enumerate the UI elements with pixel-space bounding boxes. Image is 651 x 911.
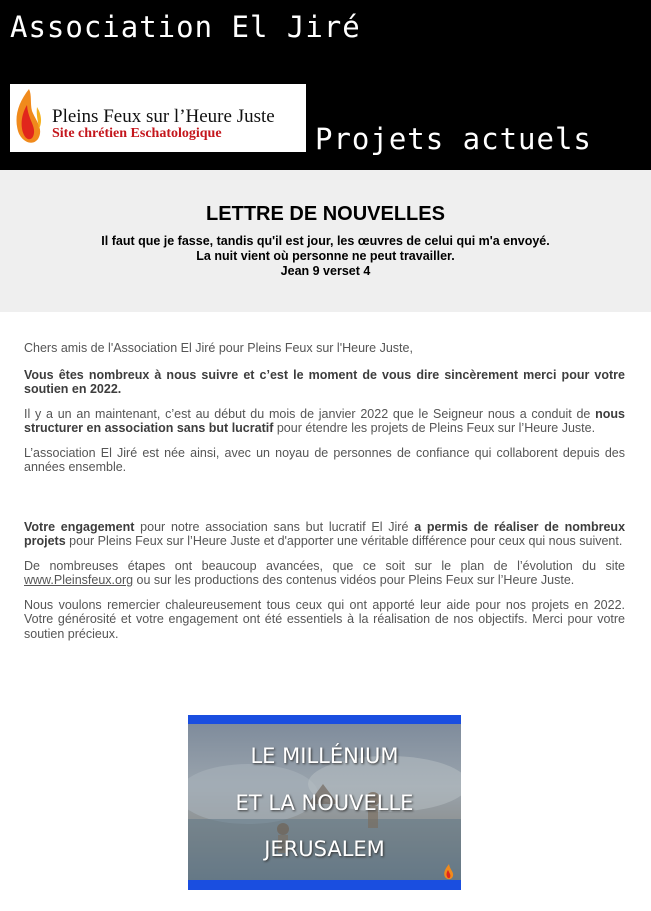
logo-sub-text: Site chrétien Eschatologique bbox=[52, 126, 222, 141]
emphasis: nous structurer en association sans but lucratif bbox=[24, 406, 625, 435]
video-title-line-1: LE MILLÉNIUM bbox=[250, 744, 399, 768]
logo-main-text: Pleins Feux sur l’Heure Juste bbox=[52, 106, 275, 127]
emphasis: a permis de réaliser de nombreux projets bbox=[24, 519, 626, 548]
paragraph-engagement bbox=[24, 520, 625, 549]
greeting: Chers amis de l'Association El Jiré pour Pleins Feux sur l'Heure Juste, bbox=[24, 341, 413, 355]
verse-reference: Jean 9 verset 4 bbox=[280, 264, 371, 278]
video-title-line-3: JERUSALEM bbox=[264, 837, 385, 861]
text: Il y a un an maintenant, c’est au début du mois de janvier 2022 que le Seigneur nous a conduit de bbox=[24, 406, 596, 421]
site-link[interactable]: www.Pleinsfeux.org bbox=[24, 573, 134, 587]
verse-line-1: Il faut que je fasse, tandis qu'il est jour, les œuvres de celui qui m'a envoyé. bbox=[101, 234, 550, 248]
site-title: Association El Jiré bbox=[10, 10, 361, 44]
text: pour notre association sans but lucratif El Jiré bbox=[134, 519, 415, 534]
letter-body bbox=[24, 341, 625, 641]
emphasis: Votre engagement bbox=[24, 519, 135, 534]
thanks-bold: Vous êtes nombreux à nous suivre et c’est le moment de vous dire sincèrement merci pour votre soutien en 2022. bbox=[24, 367, 625, 396]
newsletter-banner bbox=[0, 170, 651, 312]
text: pour étendre les projets de Pleins Feux sur l’Heure Juste. bbox=[273, 421, 596, 435]
bible-verse bbox=[0, 234, 651, 279]
paragraph-gratitude: Nous voulons remercier chaleureusement tous ceux qui ont apporté leur aide pour nos projets en 2022. Votre générosité et votre engagement ont été essentiels à la réalisation de nos objectifs. Merci pour votre soutien précieux. bbox=[24, 597, 625, 641]
video-title-line-2: ET LA NOUVELLE bbox=[235, 791, 414, 815]
header bbox=[0, 0, 651, 170]
paragraph-progress bbox=[24, 559, 625, 588]
paragraph-association bbox=[24, 407, 625, 436]
text: pour Pleins Feux sur l’Heure Juste et d'apporter une véritable différence pour ceux qui nous suivent. bbox=[65, 534, 623, 548]
video-image bbox=[188, 724, 461, 880]
page-subtitle: Projets actuels bbox=[315, 122, 592, 156]
flame-icon bbox=[12, 87, 46, 149]
verse-line-2: La nuit vient où personne ne peut travailler. bbox=[196, 249, 455, 263]
text: ou sur les productions des contenus vidéos pour Pleins Feux sur l’Heure Juste. bbox=[133, 573, 575, 587]
flame-icon bbox=[443, 864, 455, 880]
text: De nombreuses étapes ont beaucoup avancées, que ce soit sur le plan de l’évolution du site bbox=[24, 558, 625, 573]
newsletter-title: LETTRE DE NOUVELLES bbox=[206, 203, 445, 225]
paragraph-founding: L’association El Jiré est née ainsi, avec un noyau de personnes de confiance qui collaborent depuis des années ensemble. bbox=[24, 445, 625, 474]
logo[interactable] bbox=[10, 84, 306, 152]
paragraph-thanks bbox=[24, 368, 625, 397]
video-thumbnail[interactable] bbox=[188, 715, 461, 890]
